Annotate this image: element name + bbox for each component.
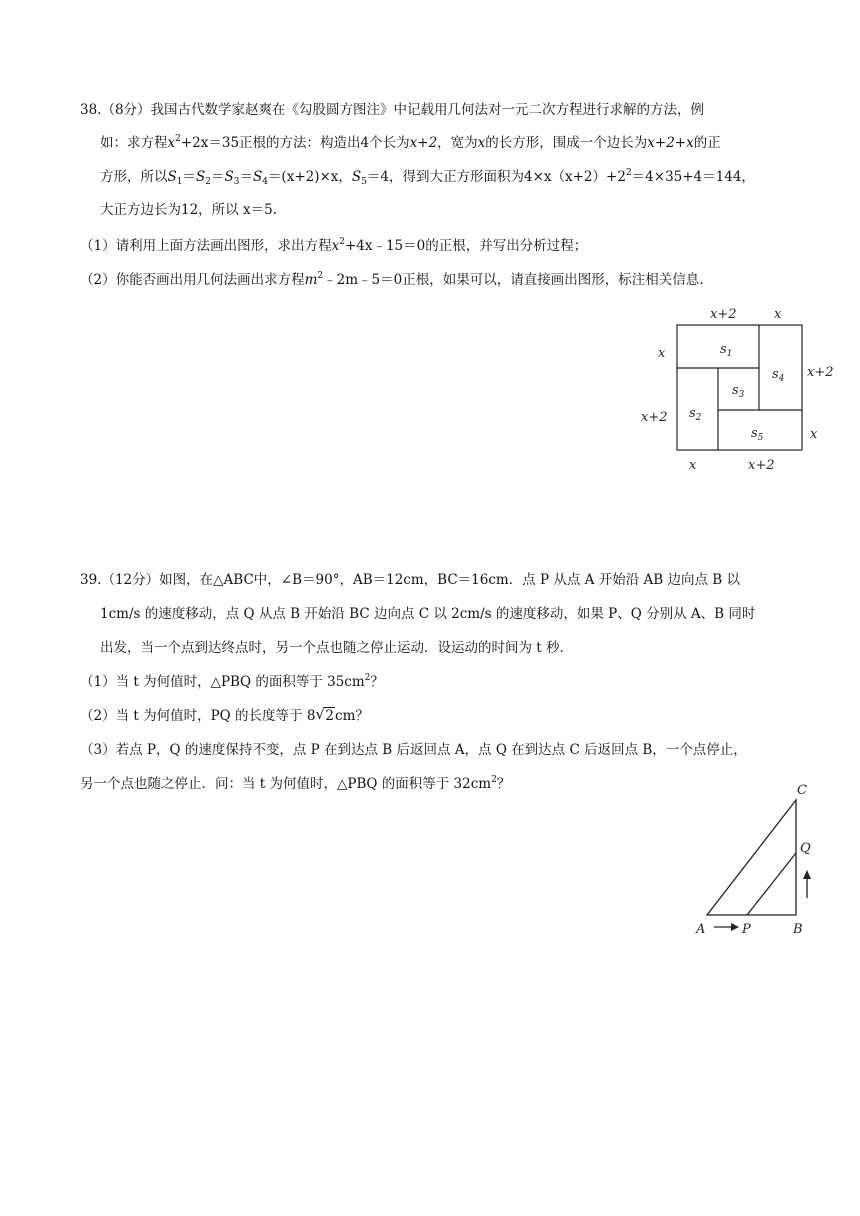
fig38-s5: $s_5$	[751, 426, 764, 443]
q39-line-1: 39.（12分）如图，在△ABC中，∠B＝90°，AB＝12cm，BC＝16cm．点 P 从点 A 开始沿 AB 边向点 B 以	[80, 572, 740, 588]
fig39-arrow-up-head	[803, 870, 811, 879]
fig38-label-right-top: x+2	[807, 365, 834, 380]
fig38-outer-square	[677, 325, 802, 450]
q38-line-1: 38.（8分）我国古代数学家赵爽在《勾股圆方图注》中记载用几何法对一元二次方程进行求解的方法，例	[80, 102, 705, 118]
q38-part-1: （1）请利用上面方法画出图形，求出方程$x^2+4x﹣15=0$的正根，并写出分析过程；	[80, 237, 588, 254]
sqrt-symbol: √ 2	[315, 705, 335, 724]
fig39-label-p: P	[742, 922, 751, 937]
q38-line-2: 如：求方程$x^2+2x=35$正根的方法：构造出4个长为x+2，宽为x的长方形，围成一个边长为x+2+x的正	[100, 134, 721, 151]
fig38-s4: $s_4$	[772, 367, 785, 384]
fig39-segment-pq	[747, 853, 796, 915]
q39-part-3-line-2: 另一个点也随之停止．问：当 t 为何值时，△PBQ 的面积等于 $32cm^2$？	[80, 775, 511, 792]
fig38-label-left-top: x	[658, 346, 666, 361]
fig39-triangle-abc	[707, 800, 796, 915]
fig38-square-diagram	[630, 300, 840, 480]
fig38-label-bottom-right: x+2	[748, 458, 775, 473]
q39-part-2: （2）当 t 为何值时，PQ 的长度等于 8 √ 2cm？	[80, 705, 369, 724]
q38-line-3: 方形，所以$S_1=S_2=S_3=S_4=(x+2)\times x$，$S_5=4$，得到大正方形面积为$4\times x(x+2)+2^2=4\times 35+4=144$，	[100, 168, 755, 187]
fig38-label-right-bottom: x	[810, 427, 818, 442]
fig38-s1: $s_1$	[720, 342, 733, 359]
fig38-s3: $s_3$	[732, 383, 745, 400]
fig38-label-left-bottom: x+2	[641, 410, 668, 425]
fig39-label-c: C	[797, 783, 807, 798]
q38-part-2: （2）你能否画出用几何法画出求方程$m^2﹣2m﹣5=0$正根，如果可以，请直接画出图形，标注相关信息.	[80, 271, 704, 288]
q39-line-3: 出发，当一个点到达终点时，另一个点也随之停止运动．设运动的时间为 t 秒.	[100, 640, 564, 656]
fig38-s2: $s_2$	[689, 406, 702, 423]
fig39-label-q: Q	[800, 841, 811, 856]
fig39-arrow-right-head	[731, 923, 739, 931]
fig38-label-top-right: x	[774, 307, 782, 322]
fig39-triangle-diagram	[690, 780, 830, 945]
q39-line-2: 1cm/s 的速度移动，点 Q 从点 B 开始沿 BC 边向点 C 以 2cm/s 的速度移动，如果 P、Q 分别从 A、B 同时	[100, 606, 756, 622]
fig38-label-top-left: x+2	[710, 307, 737, 322]
q39-part-3-line-1: （3）若点 P，Q 的速度保持不变，点 P 在到达点 B 后返回点 A，点 Q 在到达点 C 后返回点 B，一个点停止，	[80, 742, 747, 758]
q38-line-4: 大正方边长为12，所以 x＝5.	[100, 202, 277, 218]
fig38-label-bottom-left: x	[689, 458, 697, 473]
fig39-label-a: A	[696, 922, 706, 937]
q39-part-1: （1）当 t 为何值时，△PBQ 的面积等于 $35cm^2$？	[80, 673, 384, 690]
fig39-label-b: B	[793, 922, 803, 937]
